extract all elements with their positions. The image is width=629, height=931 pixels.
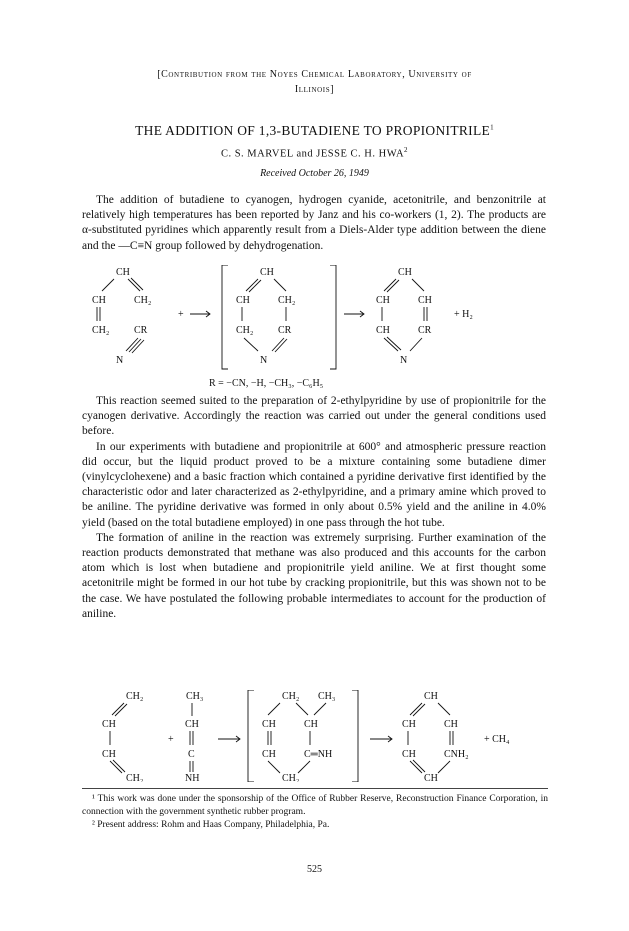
s2-plus: + (168, 734, 174, 745)
received-date: Received October 26, 1949 (260, 168, 369, 179)
s2-ch-h: CH (402, 719, 416, 730)
s2-ch-j: CH (402, 749, 416, 760)
s1-ch2-b: CH₂ (92, 325, 110, 336)
s1-ch-a: CH (116, 267, 130, 278)
s2-plus-ch4: + CH₄ (484, 734, 510, 745)
s1-n-b: N (260, 355, 268, 366)
s1-ch-b: CH (92, 295, 106, 306)
paper-title (0, 123, 629, 139)
s1-plus: + (178, 309, 184, 320)
authors (0, 146, 629, 160)
s1-ch2-a: CH₂ (134, 295, 152, 306)
paragraphs-2-4 (82, 394, 546, 622)
s2-ch-c: CH (185, 719, 199, 730)
s2-ch-e: CH (304, 719, 318, 730)
s2-ch-i: CH (444, 719, 458, 730)
s2-nh: NH (185, 773, 200, 782)
s1-cr-c: CR (418, 325, 432, 336)
s2-ch3-b: CH₃ (318, 691, 336, 702)
s1-ch2-c: CH₂ (278, 295, 296, 306)
s2-ch2-c: CH₂ (282, 691, 300, 702)
authors-footnote-mark: 2 (404, 146, 409, 154)
s2-ch-d: CH (262, 719, 276, 730)
s2-ch3-a: CH₃ (186, 691, 204, 702)
s1-ch-h: CH (376, 325, 390, 336)
footnote-2: ² Present address: Rohm and Haas Company, Philadelphia, Pa. (92, 819, 330, 830)
s1-cr-a: CR (134, 325, 148, 336)
footnotes (82, 793, 548, 831)
s2-ch-a: CH (102, 719, 116, 730)
s2-ch2-b: CH₂ (126, 773, 144, 782)
s1-ch-g: CH (418, 295, 432, 306)
paragraph-1: The addition of butadiene to cyanogen, hydrogen cyanide, acetonitrile, and benzonitrile at relatively high temperatures has been reported by Janz and his co-workers (1, 2). The products are α-substituted pyridines which apparently result from a Diels-Alder type addition between the diene and the —C≡N group followed by dehydrogenation. (82, 194, 546, 252)
paragraph-2: This reaction seemed suited to the preparation of 2-ethylpyridine by use of propionitrile for the cyanogen derivative. Accordingly the reaction was carried out under the general conditions used before. (82, 395, 546, 438)
s1-n-c: N (400, 355, 408, 366)
paragraph-3: In our experiments with butadiene and propionitrile at 600° and atmospheric pressure reaction did occur, but the liquid product proved to be a mixture containing some butadiene dimer (vinylcyclohexene) and a basic fraction which contained a pyridine derivative first identified by the characteristic odor and later characterized as 2-ethylpyridine, and a primary amine which proved to be aniline. The pyridine derivative was formed in only about 0.5% yield and the aniline in 4.0% yield (based on the total butadiene employed) in one pass through the hot tube. (82, 440, 546, 529)
s1-ch-c: CH (260, 267, 274, 278)
page-number: 525 (307, 864, 322, 875)
s2-c-nh: C═NH (304, 749, 333, 760)
s1-plus-h2: + H₂ (454, 309, 473, 320)
s1-ch2-d: CH₂ (236, 325, 254, 336)
paragraph-1-block (82, 193, 546, 254)
authors-text: C. S. MARVEL and JESSE C. H. HWA (220, 148, 405, 160)
s1-r-definition: R = −CN, −H, −CH₃, −C₆H₅ (209, 378, 324, 389)
paragraph-4: The formation of aniline in the reaction was extremely surprising. Further examination of the reaction products demonstrated that methane was also produced and this accounts for the carbon atom which is lost when butadiene and propionitrile yield aniline. We at first thought some acetonitrile might be formed in our hot tube by cracking propionitrile, but this was shown not to be the case. We have postulated the following probable intermediates to account for the production of aniline. (82, 531, 546, 620)
footnote-1: ¹ This work was done under the sponsorship of the Office of Rubber Reserve, Reconstruction Finance Corporation, in connection with the government synthetic rubber program. (82, 794, 548, 817)
s2-ch-g: CH (424, 691, 438, 702)
s2-c: C (188, 749, 195, 760)
title-text: THE ADDITION OF 1,3-BUTADIENE TO PROPIONITRILE (135, 123, 491, 138)
header-line-1: [Contribution from the Noyes Chemical Laboratory, University of (157, 69, 472, 80)
s2-ch2-a: CH₂ (126, 691, 144, 702)
footnote-rule (82, 788, 548, 789)
s2-ch2-d: CH₂ (282, 773, 300, 782)
reaction-scheme-pyridine (82, 265, 552, 393)
s1-n-a: N (116, 355, 124, 366)
s1-cr-b: CR (278, 325, 292, 336)
header-line-2: Illinois] (294, 84, 335, 95)
s1-ch-e: CH (398, 267, 412, 278)
s1-ch-f: CH (376, 295, 390, 306)
s1-ch-d: CH (236, 295, 250, 306)
s2-ch-k: CH (424, 773, 438, 782)
reaction-scheme-aniline (82, 690, 552, 782)
s2-cnh2: CNH₂ (444, 749, 469, 760)
title-footnote-mark: 1 (490, 123, 494, 132)
s2-ch-b: CH (102, 749, 116, 760)
s2-ch-f: CH (262, 749, 276, 760)
